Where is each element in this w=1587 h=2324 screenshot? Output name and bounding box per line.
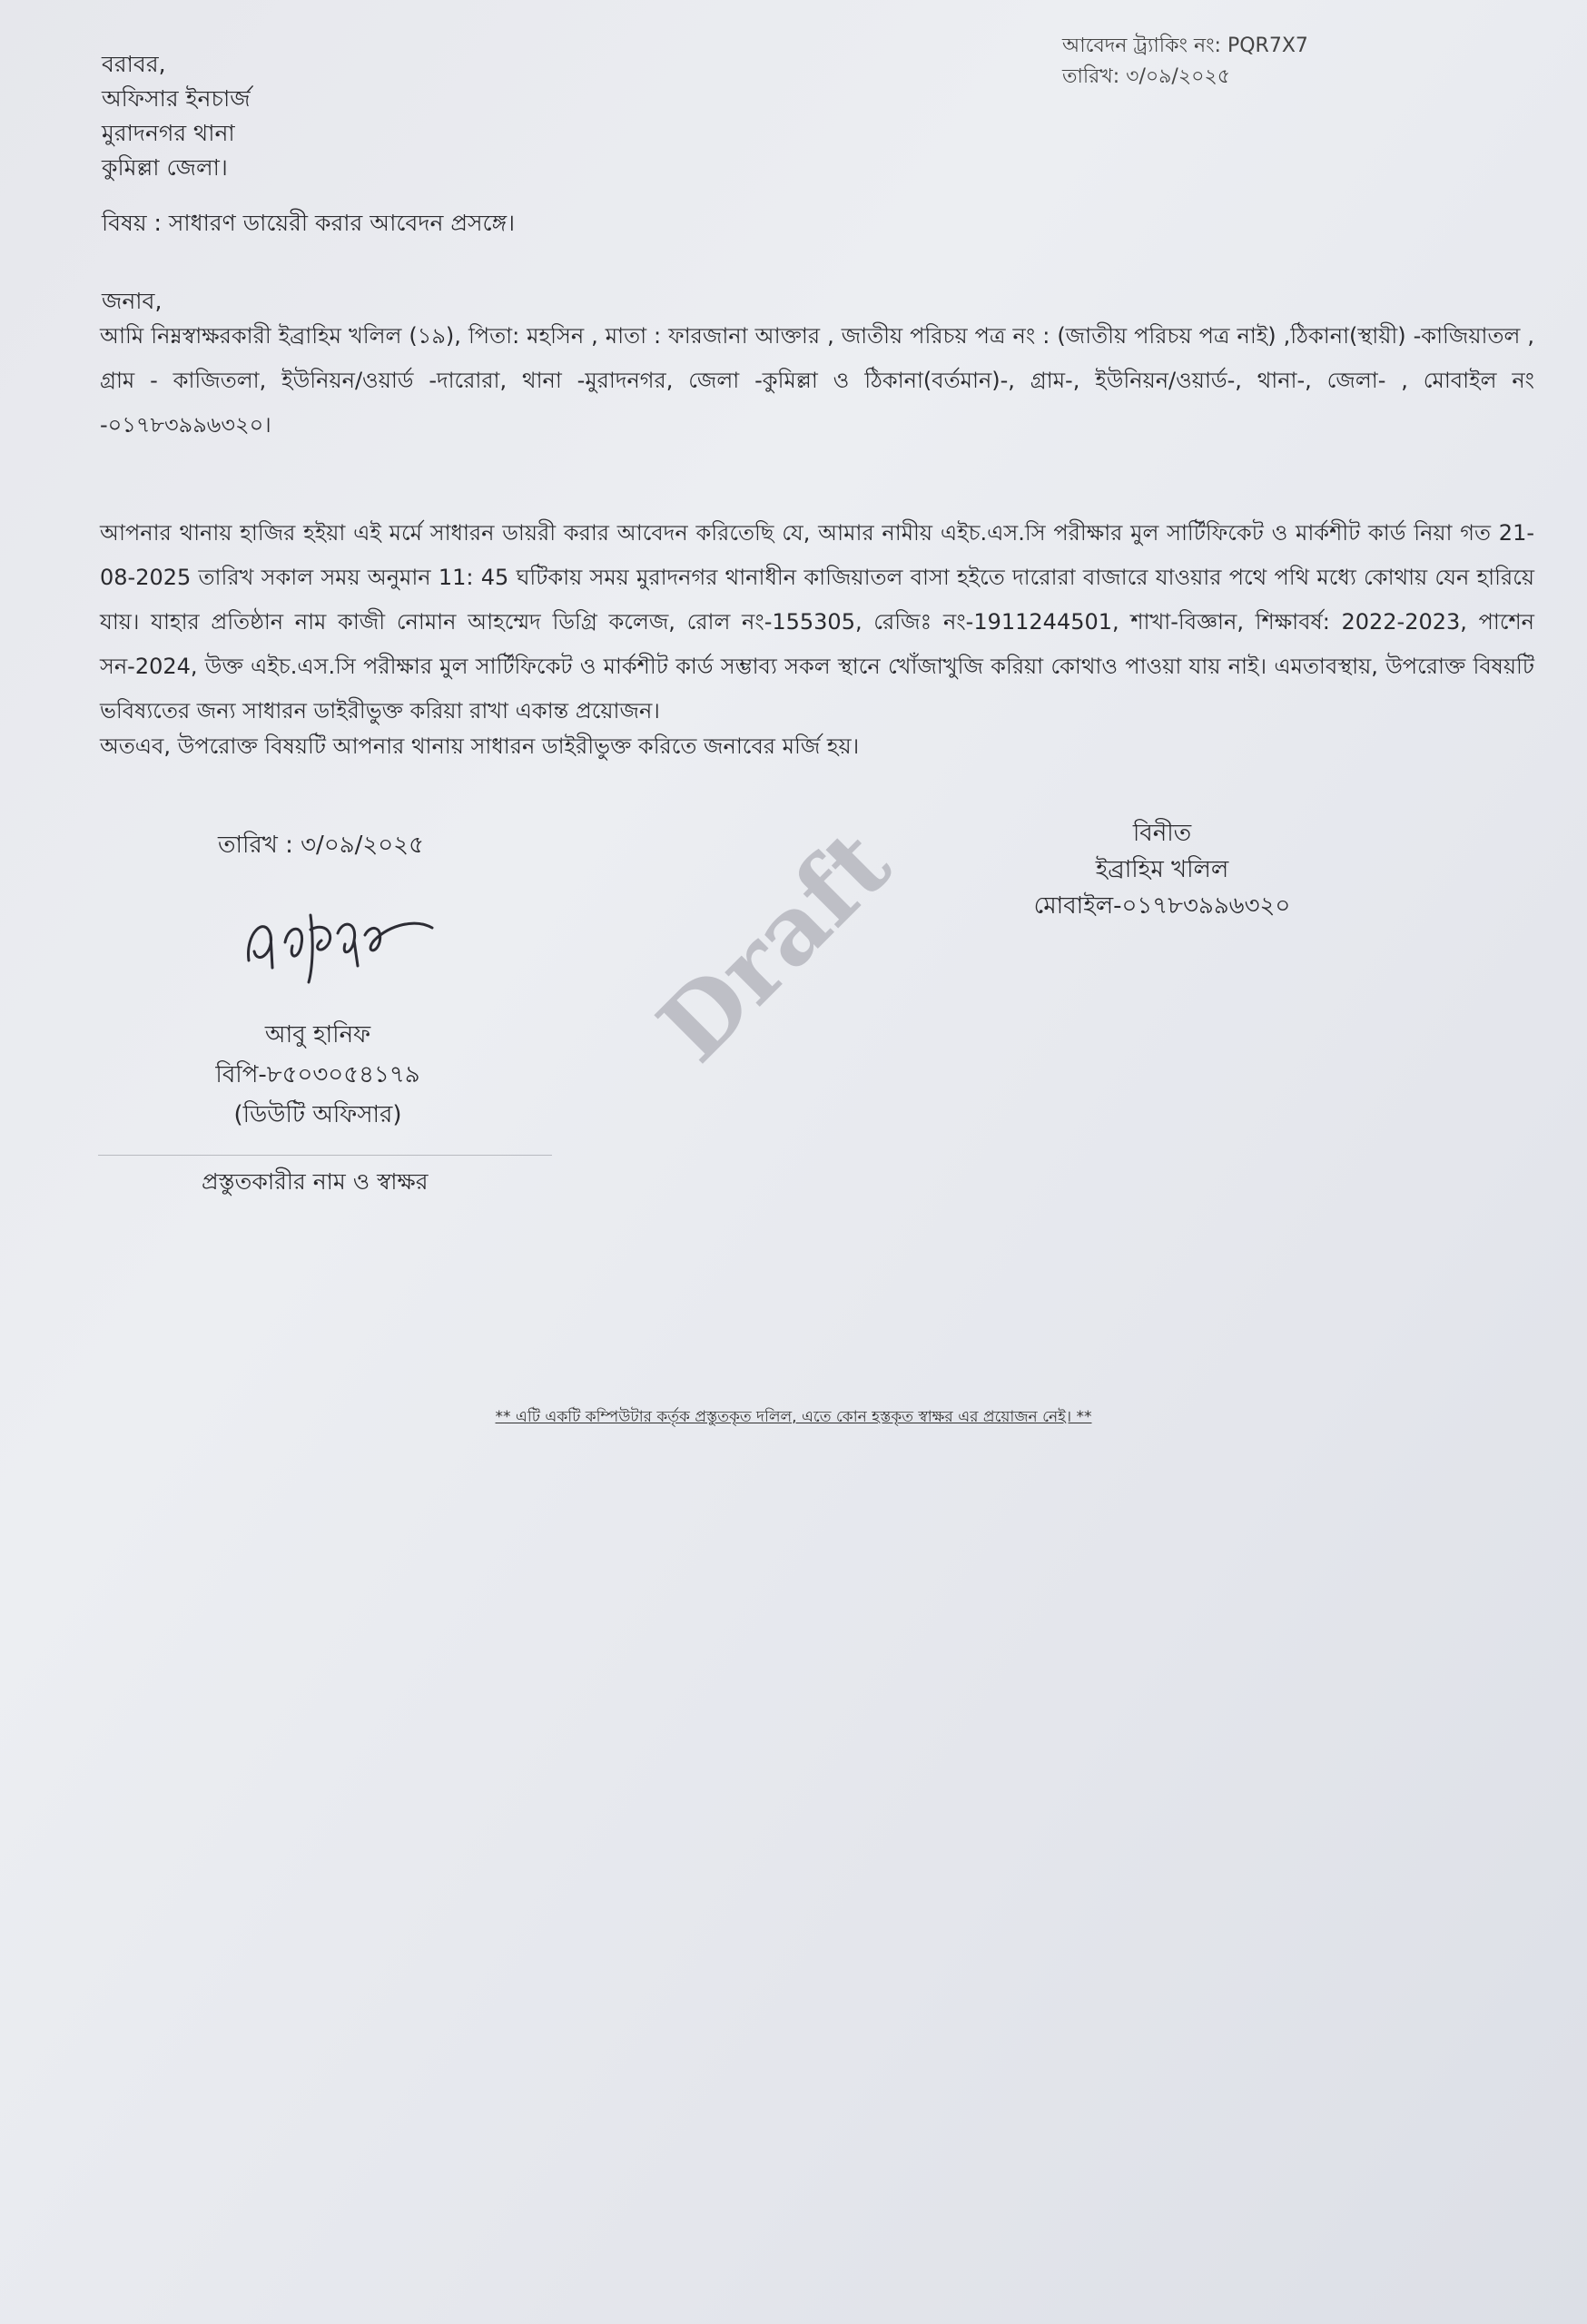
officer-role: (ডিউটি অফিসার) [233,1101,402,1128]
salutation: জনাব, [102,288,163,314]
officer-bp-number: বিপি-৮৫০৩০৫৪১৭৯ [215,1061,420,1088]
date-line: তারিখ : ৩/০৯/২০২৫ [218,832,424,859]
draft-watermark: Draft [636,808,912,1083]
signoff-line: মোবাইল-০১৭৮৩৯৯৬৩২০ [1033,892,1291,920]
tracking-info [1062,31,1308,93]
address-line: মুরাদনগর থানা [102,120,235,146]
closing-line: অতএব, উপরোক্ত বিষয়টি আপনার থানায় সাধারন ডাইরীভুক্ত করিতে জনাবের মর্জি হয়। [100,734,860,759]
applicant-details-paragraph: আমি নিম্নস্বাক্ষরকারী ইব্রাহিম খলিল (১৯), পিতা: মহসিন , মাতা : ফারজানা আক্তার , জাতীয় পরিচয় পত্র নং : (জাতীয় পরিচয় পত্র নাই) ,ঠিকানা(স্থায়ী) -কাজিয়াতল , গ্রাম - কাজিতলা, ইউনিয়ন/ওয়ার্ড -দারোরা, থানা -মুরাদনগর, জেলা -কুমিল্লা ও ঠিকানা(বর্তমান)-, গ্রাম-, ইউনিয়ন/ওয়ার্ড-, থানা-, জেলা- , মোবাইল নং -০১৭৮৩৯৯৬৩২০। [100,323,1534,438]
signature-divider [98,1155,552,1156]
signoff-line: ইব্রাহিম খলিল [1095,856,1229,883]
application-body-paragraph: আপনার থানায় হাজির হইয়া এই মর্মে সাধারন ডায়রী করার আবেদন করিতেছি যে, আমার নামীয় এইচ.এস.সি পরীক্ষার মুল সার্টিফিকেট ও মার্কশীট কার্ড নিয়া গত 21-08-2025 তারিখ সকাল সময় অনুমান 11: 45 ঘটিকায় সময় মুরাদনগর থানাধীন কাজিয়াতল বাসা হইতে দারোরা বাজারে যাওয়ার পথে পথি মধ্যে কোথায় যেন হারিয়ে যায়। যাহার প্রতিষ্ঠান নাম কাজী নোমান আহম্মেদ ডিগ্রি কলেজ, রোল নং-155305, রেজিঃ নং-1911244501, শাখা-বিজ্ঞান, শিক্ষাবর্ষ: 2022-2023, পাশেন সন-2024, উক্ত এইচ.এস.সি পরীক্ষার মুল সার্টিফিকেট ও মার্কশীট কার্ড সম্ভাব্য সকল স্থানে খোঁজাখুজি করিয়া কোথাও পাওয়া যায় নাই। এমতাবস্থায়, উপরোক্ত বিষয়টি ভবিষ্যতের জন্য সাধারন ডাইরীভুক্ত করিয়া রাখা একান্ত প্রয়োজন। [100,520,1534,724]
address-line: কুমিল্লা জেলা। [102,154,228,181]
applicant-signoff [990,815,1335,924]
footer-note: ** এটি একটি কম্পিউটার কর্তৃক প্রস্তুতকৃত দলিল, এতে কোন হস্তকৃত স্বাক্ষর এর প্রয়োজন নেই। ** [495,1408,1092,1426]
tracking-number: আবেদন ট্র্যাকিং নং: PQR7X7 [1062,34,1308,57]
tracking-date: তারিখ: ৩/০৯/২০২৫ [1062,65,1231,88]
signoff-line: বিনীত [1132,820,1192,847]
preparer-label: প্রস্তুতকারীর নাম ও স্বাক্ষর [202,1168,429,1195]
address-line: বরাবর, [102,51,166,77]
subject-line: বিষয় : সাধারণ ডায়েরী করার আবেদন প্রসঙ্গে। [102,210,516,236]
recipient-address [102,47,251,185]
address-line: অফিসার ইনচার্জ [102,85,251,112]
handwritten-signature [238,888,438,988]
duty-officer [182,1015,454,1135]
officer-name: আবু হানিফ [264,1021,371,1049]
